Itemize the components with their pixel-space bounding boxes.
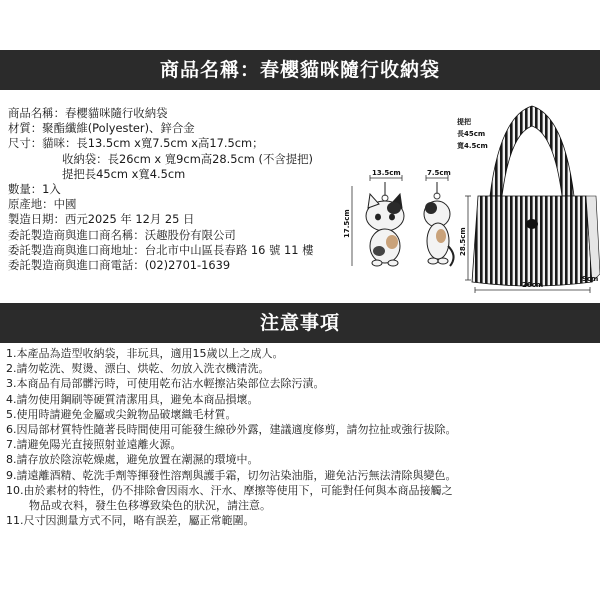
spec-address: 委託製造商與進口商地址：台北市中山區長春路 16 號 11 樓 xyxy=(8,242,314,257)
cat-height-label: 17.5cm xyxy=(343,209,351,238)
handle-length-label: 長45cm xyxy=(457,130,486,138)
note-item: 3.本商品有局部髒污時，可使用乾布沾水輕擦沾染部位去除污漬。 xyxy=(6,377,325,391)
spec-quantity: 數量：1入 xyxy=(8,181,61,196)
spec-importer: 委託製造商與進口商名稱：沃趣股份有限公司 xyxy=(8,227,236,242)
note-item: 8.請存放於陰涼乾燥處，避免放置在潮濕的環境中。 xyxy=(6,453,259,467)
note-item: 10.由於素材的特性，仍不排除會因雨水、汗水、摩擦等使用下，可能對任何與本商品接觸之 xyxy=(6,483,453,497)
spec-size-bag: 收納袋：長26cm x 寬9cm高28.5cm (不含提把) xyxy=(62,151,313,166)
note-item: 1.本產品為造型收納袋，非玩具，適用15歲以上之成人。 xyxy=(6,347,284,360)
spec-phone: 委託製造商與進口商電話：(02)2701-1639 xyxy=(8,257,231,272)
bag-illustration xyxy=(472,106,600,286)
cat-width-label: 13.5cm xyxy=(372,169,401,177)
notes-list xyxy=(6,346,596,528)
bag-width-label: 26cm xyxy=(522,281,544,289)
product-diagram xyxy=(330,96,600,296)
spec-date: 製造日期：西元2025 年 12月 25 日 xyxy=(8,212,195,227)
product-name-banner: 商品名稱：春櫻貓咪隨行收納袋 xyxy=(0,50,600,90)
spec-material: 材質：聚酯纖維(Polyester)、鋅合金 xyxy=(8,121,195,136)
note-item: 2.請勿乾洗、熨燙、漂白、烘乾、勿放入洗衣機清洗。 xyxy=(6,362,270,376)
bag-height-label: 28.5cm xyxy=(459,227,467,256)
cat-side-illustration xyxy=(424,182,454,266)
note-item: 11.尺寸因測量方式不同，略有誤差，屬正常範圍。 xyxy=(6,514,255,528)
spec-name: 商品名稱：春櫻貓咪隨行收納袋 xyxy=(8,106,168,120)
cat-side-width-label: 7.5cm xyxy=(427,169,451,177)
note-item: 7.請避免陽光直接照射並遠離火源。 xyxy=(6,438,182,452)
notes-banner: 注意事項 xyxy=(0,303,600,343)
cat-front-illustration xyxy=(366,182,404,266)
note-item: 4.請勿使用鋼刷等硬質清潔用具，避免本商品損壞。 xyxy=(6,392,259,406)
spec-size-cat: 尺寸：貓咪：長13.5cm x寬7.5cm x高17.5cm； xyxy=(8,136,264,151)
handle-label: 提把 xyxy=(457,118,471,126)
note-item-continuation: 物品或衣料，發生色移導致染色的狀況，請注意。 xyxy=(29,498,271,512)
note-item: 6.因局部材質特性隨著長時間使用可能發生線砂外露，建議適度修剪，請勿拉扯或強行拔除。 xyxy=(6,422,457,436)
note-item: 5.使用時請避免金屬或尖銳物品破壞織毛材質。 xyxy=(6,407,237,421)
spec-origin: 原產地：中國 xyxy=(8,197,77,212)
spec-size-handle: 提把長45cm x寬4.5cm xyxy=(62,166,186,181)
note-item: 9.請遠離酒精、乾洗手劑等揮發性溶劑與護手霜，切勿沾染油脂，避免沾污無法清除與變色。 xyxy=(6,468,457,482)
bag-depth-label: 9cm xyxy=(582,275,599,283)
handle-width-label: 寬4.5cm xyxy=(457,142,488,150)
